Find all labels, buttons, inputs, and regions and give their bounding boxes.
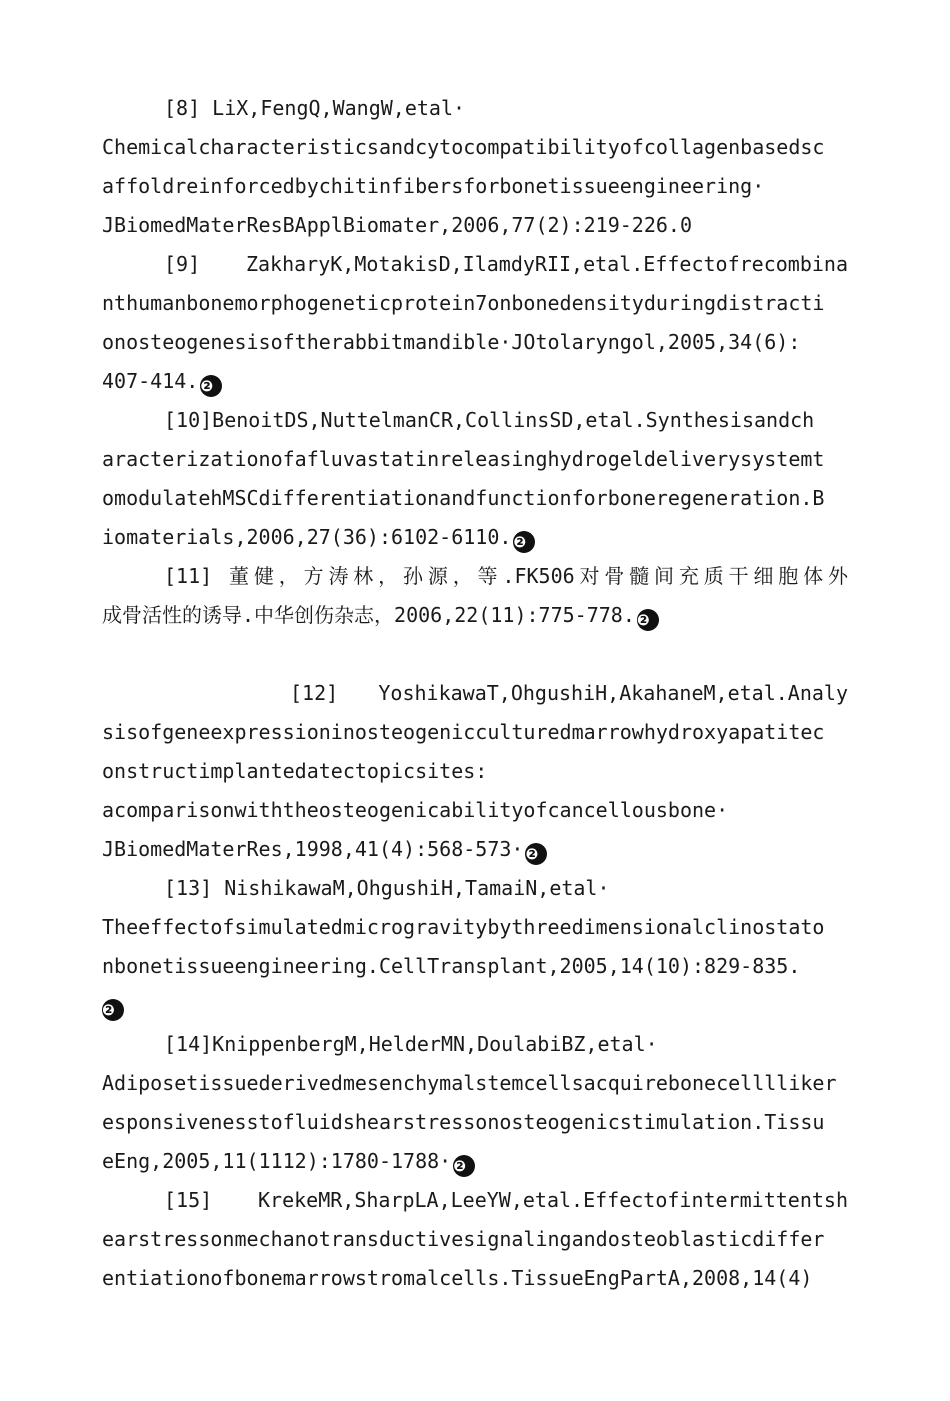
reference-line: entiationofbonemarrowstromalcells.TissueEngPartA,2008,14(4)	[102, 1266, 813, 1290]
reference-line: nbonetissueengineering.CellTransplant,2005,14(10):829-835.	[102, 954, 801, 978]
reference-line: aracterizationofafluvastatinreleasinghydrogeldeliverysystemt	[102, 447, 825, 471]
reference-line: [8] LiX,FengQ,WangW,etal·	[164, 96, 466, 120]
reference-12	[102, 674, 848, 869]
circled-two-icon: ❷	[637, 609, 659, 631]
reference-line: onstructimplantedatectopicsites:	[102, 759, 488, 783]
reference-15	[102, 1181, 848, 1298]
reference-line: [12] YoshikawaT,OhgushiH,AkahaneM,etal.Analy	[290, 681, 848, 705]
reference-line: sisofgeneexpressioninosteogenicculturedmarrowhydroxyapatitec	[102, 720, 825, 744]
reference-11	[102, 557, 848, 635]
circled-two-icon: ❷	[513, 531, 535, 553]
reference-line: [15] KrekeMR,SharpLA,LeeYW,etal.Effectofintermittentsh	[164, 1188, 848, 1212]
reference-line	[102, 986, 848, 1025]
reference-line: esponsivenesstofluidshearstressonosteogenicstimulation.Tissu	[102, 1110, 825, 1134]
reference-line	[102, 830, 848, 869]
reference-line: [10]BenoitDS,NuttelmanCR,CollinsSD,etal.Synthesisandch	[164, 408, 815, 432]
reference-text: 407-414.	[102, 369, 199, 393]
circled-two-icon: ❷	[102, 999, 124, 1021]
reference-13	[102, 869, 848, 1025]
reference-8	[102, 89, 848, 245]
reference-text: 成骨活性的诱导.中华创伤杂志，2006,22(11):775-778.	[102, 603, 635, 627]
reference-line	[102, 518, 848, 557]
reference-line	[102, 1142, 848, 1181]
reference-line: [9] ZakharyK,MotakisD,IlamdyRII,etal.Effectofrecombina	[164, 252, 848, 276]
reference-line: JBiomedMaterResBApplBiomater,2006,77(2):219-226.0	[102, 213, 693, 237]
reference-10	[102, 401, 848, 557]
reference-text: JBiomedMaterRes,1998,41(4):568-573·	[102, 837, 524, 861]
reference-line: Adiposetissuederivedmesenchymalstemcellsacquirebonecelllliker	[102, 1071, 837, 1095]
reference-text: iomaterials,2006,27(36):6102-6110.	[102, 525, 512, 549]
reference-line: acomparisonwiththeosteogenicabilityofcancellousbone·	[102, 798, 729, 822]
circled-two-icon: ❷	[453, 1155, 475, 1177]
reference-line: onosteogenesisoftherabbitmandible·JOtolaryngol,2005,34(6):	[102, 330, 801, 354]
reference-line: nthumanbonemorphogeneticprotein7onbonedensityduringdistracti	[102, 291, 825, 315]
reference-9	[102, 245, 848, 401]
reference-line: [13] NishikawaM,OhgushiH,TamaiN,etal·	[164, 876, 610, 900]
circled-two-icon: ❷	[200, 375, 222, 397]
reference-line	[102, 362, 848, 401]
reference-line	[102, 596, 848, 635]
reference-line: affoldreinforcedbychitinfibersforbonetissueengineering·	[102, 174, 765, 198]
reference-line: earstressonmechanotransductivesignalingandosteoblasticdiffer	[102, 1227, 825, 1251]
reference-text: eEng,2005,11(1112):1780-1788·	[102, 1149, 452, 1173]
reference-line: omodulatehMSCdifferentiationandfunctionforboneregeneration.B	[102, 486, 825, 510]
reference-14	[102, 1025, 848, 1181]
reference-line: Theeffectofsimulatedmicrogravitybythreedimensionalclinostato	[102, 915, 825, 939]
reference-line: [14]KnippenbergM,HelderMN,DoulabiBZ,etal·	[164, 1032, 658, 1056]
reference-line: [11] 董健，方涛林，孙源，等.FK506对骨髓间充质干细胞体外	[164, 564, 848, 588]
reference-line: Chemicalcharacteristicsandcytocompatibilityofcollagenbasedsc	[102, 135, 825, 159]
circled-two-icon: ❷	[525, 843, 547, 865]
